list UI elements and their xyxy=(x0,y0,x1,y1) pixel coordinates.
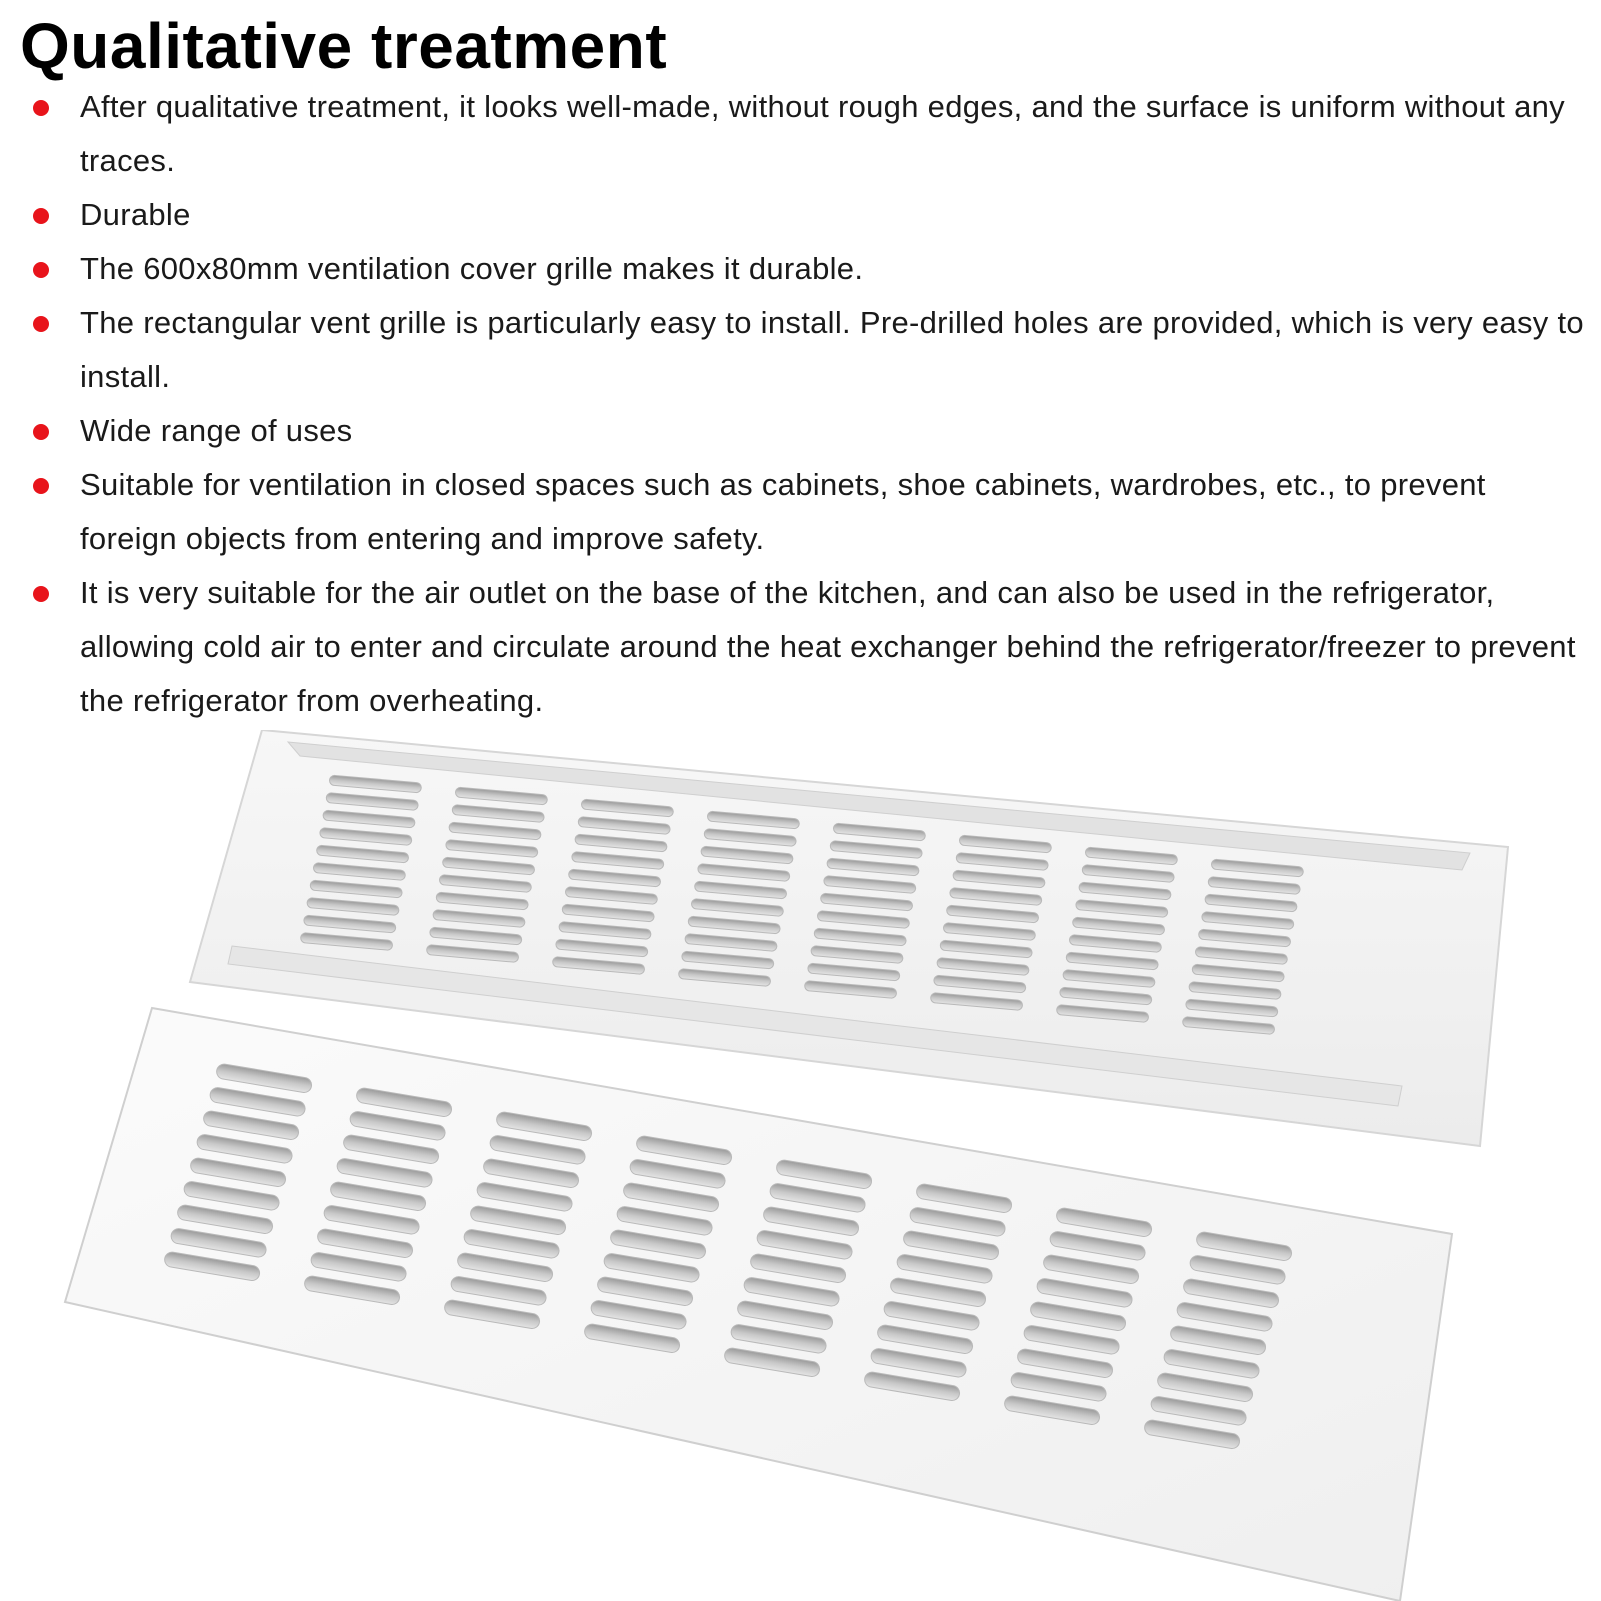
feature-item xyxy=(30,188,1590,242)
feature-text: The 600x80mm ventilation cover grille makes it durable. xyxy=(80,251,864,286)
feature-item xyxy=(30,566,1590,728)
feature-list xyxy=(30,80,1590,728)
feature-item xyxy=(30,404,1590,458)
bullet-icon xyxy=(33,100,49,116)
bullet-icon xyxy=(33,208,49,224)
feature-item xyxy=(30,242,1590,296)
bullet-icon xyxy=(33,316,49,332)
feature-text: It is very suitable for the air outlet on the base of the kitchen, and can also be used in the refrigerator, allowing cold air to enter and circulate around the heat exchanger behind the refrigerator/freezer to prevent the refrigerator from overheating. xyxy=(80,575,1576,718)
bullet-icon xyxy=(33,262,49,278)
feature-text: Suitable for ventilation in closed spaces such as cabinets, shoe cabinets, wardrobes, etc., to prevent foreign objects from entering and improve safety. xyxy=(80,467,1486,556)
bullet-icon xyxy=(33,424,49,440)
feature-text: Durable xyxy=(80,197,191,232)
vent-grille-photo xyxy=(0,730,1601,1601)
bullet-icon xyxy=(33,478,49,494)
feature-item xyxy=(30,458,1590,566)
page-title: Qualitative treatment xyxy=(20,10,668,82)
feature-item xyxy=(30,296,1590,404)
feature-item xyxy=(30,80,1590,188)
feature-text: After qualitative treatment, it looks well-made, without rough edges, and the surface is uniform without any traces. xyxy=(80,89,1565,178)
feature-text: The rectangular vent grille is particularly easy to install. Pre-drilled holes are provided, which is very easy to install. xyxy=(80,305,1584,394)
feature-text: Wide range of uses xyxy=(80,413,353,448)
bullet-icon xyxy=(33,586,49,602)
